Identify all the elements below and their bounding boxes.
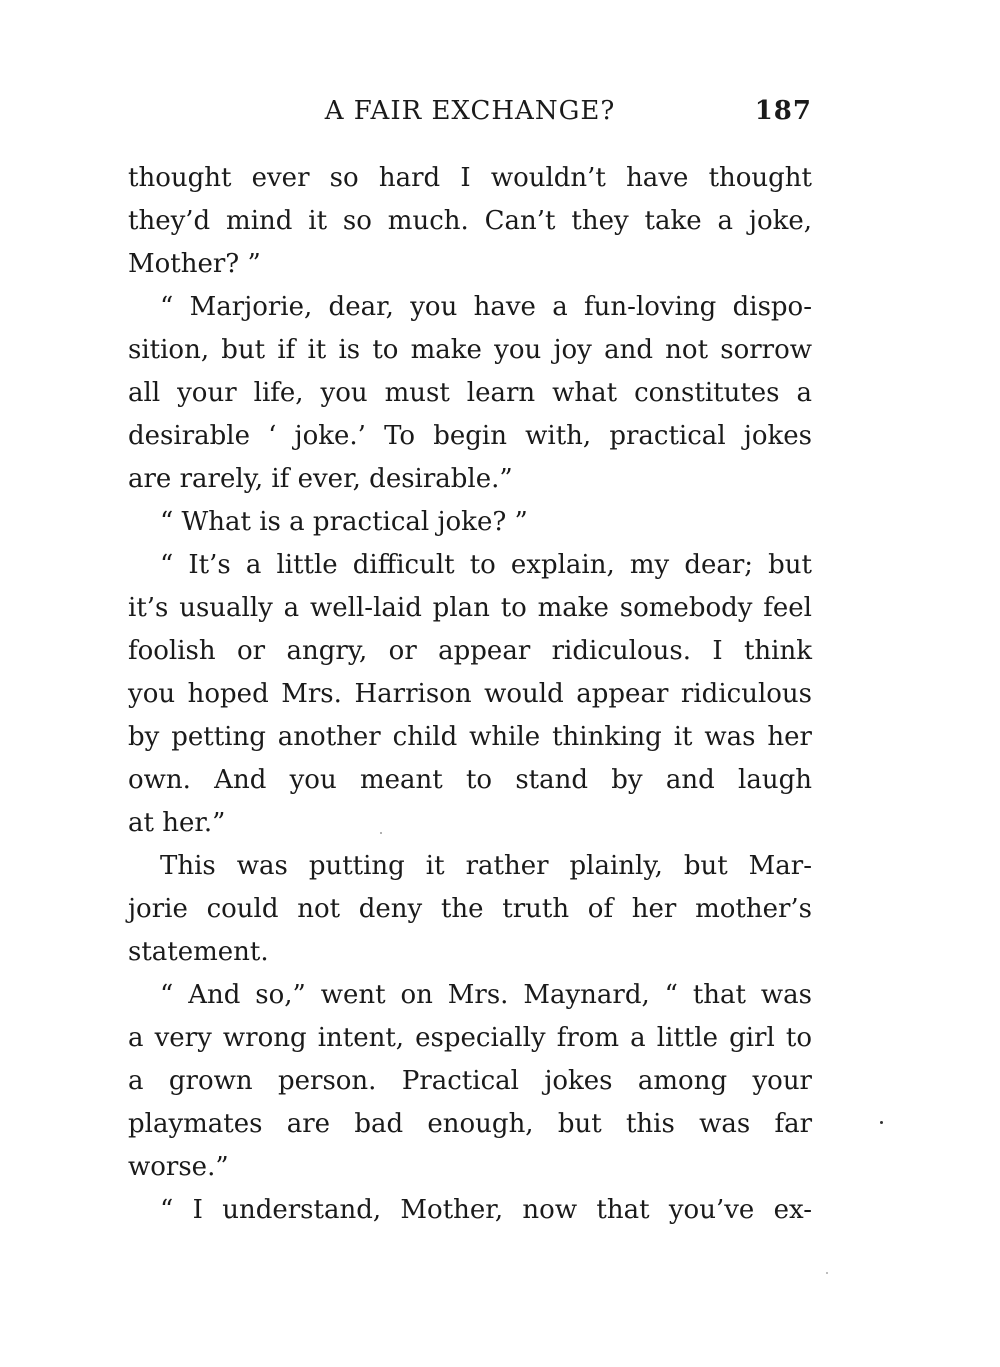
text-line: a grown person. Practical jokes among your — [128, 1066, 812, 1096]
text-line: you hoped Mrs. Harrison would appear ridiculous — [128, 679, 812, 709]
text-line: “ I understand, Mother, now that you’ve ex- — [160, 1195, 812, 1225]
text-line: This was putting it rather plainly, but Mar- — [160, 851, 812, 881]
text-line: all your life, you must learn what constitutes a — [128, 378, 812, 408]
text-line: they’d mind it so much. Can’t they take a joke, — [128, 206, 812, 236]
text-line: thought ever so hard I wouldn’t have thought — [128, 163, 812, 193]
text-line: sition, but if it is to make you joy and not sorrow — [128, 335, 812, 365]
text-line: at her.” — [128, 808, 226, 838]
running-head — [128, 96, 812, 140]
text-line: statement. — [128, 937, 269, 967]
text-line: playmates are bad enough, but this was far — [128, 1109, 812, 1139]
text-line: worse.” — [128, 1152, 229, 1182]
running-title: A FAIR EXCHANGE? — [324, 96, 616, 126]
text-line: Mother? ” — [128, 249, 261, 279]
body-text — [128, 157, 812, 1232]
text-line: “ What is a practical joke? ” — [160, 507, 528, 537]
text-line: it’s usually a well-laid plan to make somebody feel — [128, 593, 812, 623]
text-line: foolish or angry, or appear ridiculous. I think — [128, 636, 812, 666]
text-line: by petting another child while thinking it was her — [128, 722, 812, 752]
scan-speck — [826, 1272, 828, 1274]
text-line: desirable ‘ joke.’ To begin with, practical jokes — [128, 421, 812, 451]
text-line: a very wrong intent, especially from a little girl to — [128, 1023, 812, 1053]
scan-speck — [880, 1121, 883, 1124]
text-line: “ And so,” went on Mrs. Maynard, “ that was — [160, 980, 812, 1010]
text-line: jorie could not deny the truth of her mother’s — [128, 894, 812, 924]
text-line: “ Marjorie, dear, you have a fun-loving dispo- — [160, 292, 812, 322]
text-line: are rarely, if ever, desirable.” — [128, 464, 513, 494]
text-line: own. And you meant to stand by and laugh — [128, 765, 812, 795]
text-line: “ It’s a little difficult to explain, my dear; but — [160, 550, 812, 580]
scan-speck — [380, 832, 382, 834]
page-number: 187 — [754, 96, 812, 126]
